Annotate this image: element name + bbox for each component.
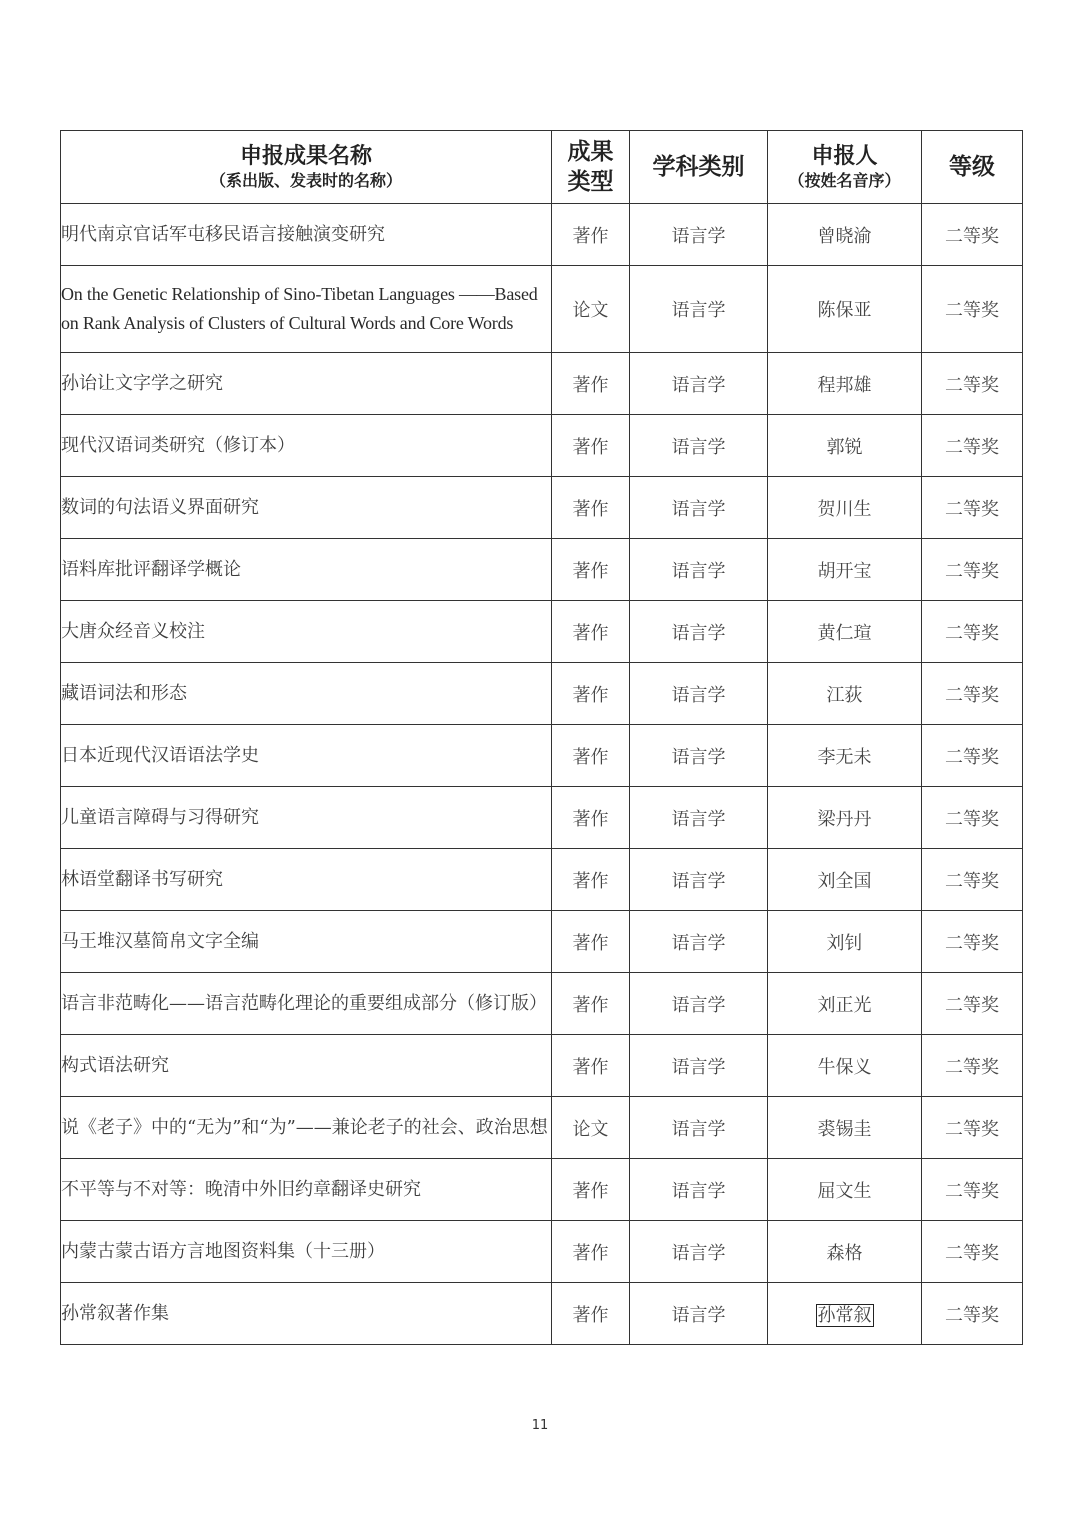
cell-level: 二等奖 <box>922 849 1023 911</box>
cell-applicant: 屈文生 <box>768 1159 922 1221</box>
cell-discipline: 语言学 <box>630 911 768 973</box>
cell-type: 著作 <box>552 415 630 477</box>
header-discipline-label: 学科类别 <box>652 153 745 180</box>
cell-type: 著作 <box>552 353 630 415</box>
cell-type: 著作 <box>552 1221 630 1283</box>
cell-title: 内蒙古蒙古语方言地图资料集（十三册） <box>61 1221 552 1283</box>
table-header-row <box>61 131 1023 204</box>
table-row <box>61 787 1023 849</box>
cell-level: 二等奖 <box>922 1221 1023 1283</box>
cell-discipline: 语言学 <box>630 787 768 849</box>
header-discipline <box>630 131 768 204</box>
table-row <box>61 663 1023 725</box>
cell-type: 著作 <box>552 539 630 601</box>
cell-discipline: 语言学 <box>630 353 768 415</box>
cell-type: 著作 <box>552 601 630 663</box>
cell-discipline: 语言学 <box>630 849 768 911</box>
table-row <box>61 1097 1023 1159</box>
header-title-main: 申报成果名称 <box>239 143 372 169</box>
header-type-line1: 成果 <box>567 138 614 165</box>
cell-title: 马王堆汉墓简帛文字全编 <box>61 911 552 973</box>
cell-type: 著作 <box>552 911 630 973</box>
cell-type: 著作 <box>552 477 630 539</box>
cell-title: 大唐众经音义校注 <box>61 601 552 663</box>
cell-title: 明代南京官话军屯移民语言接触演变研究 <box>61 204 552 266</box>
header-type <box>552 131 630 204</box>
cell-level: 二等奖 <box>922 911 1023 973</box>
cell-level: 二等奖 <box>922 787 1023 849</box>
cell-type: 论文 <box>552 266 630 353</box>
cell-title: On the Genetic Relationship of Sino-Tibetan Languages ——Based on Rank Analysis of Clusters of Cultural Words and Core Words <box>61 266 552 353</box>
cell-applicant: 贺川生 <box>768 477 922 539</box>
cell-level: 二等奖 <box>922 601 1023 663</box>
cell-discipline: 语言学 <box>630 266 768 353</box>
cell-level: 二等奖 <box>922 1159 1023 1221</box>
boxed-applicant-name: 孙常叙 <box>817 1304 872 1326</box>
table-row <box>61 849 1023 911</box>
cell-applicant: 郭锐 <box>768 415 922 477</box>
cell-applicant: 李无未 <box>768 725 922 787</box>
cell-type: 著作 <box>552 725 630 787</box>
table-row <box>61 911 1023 973</box>
cell-discipline: 语言学 <box>630 1035 768 1097</box>
cell-title: 说《老子》中的“无为”和“为”——兼论老子的社会、政治思想 <box>61 1097 552 1159</box>
cell-applicant: 刘正光 <box>768 973 922 1035</box>
cell-level: 二等奖 <box>922 1035 1023 1097</box>
cell-applicant: 刘钊 <box>768 911 922 973</box>
header-title-sub: （系出版、发表时的名称） <box>209 171 402 190</box>
cell-type: 著作 <box>552 663 630 725</box>
cell-level: 二等奖 <box>922 1283 1023 1345</box>
cell-type: 著作 <box>552 787 630 849</box>
cell-discipline: 语言学 <box>630 539 768 601</box>
header-applicant <box>768 131 922 204</box>
header-type-line2: 类型 <box>567 168 614 195</box>
cell-title: 语料库批评翻译学概论 <box>61 539 552 601</box>
cell-discipline: 语言学 <box>630 1159 768 1221</box>
cell-level: 二等奖 <box>922 204 1023 266</box>
cell-discipline: 语言学 <box>630 1097 768 1159</box>
cell-applicant: 胡开宝 <box>768 539 922 601</box>
cell-level: 二等奖 <box>922 266 1023 353</box>
table-row <box>61 477 1023 539</box>
cell-type: 著作 <box>552 973 630 1035</box>
table-row <box>61 973 1023 1035</box>
cell-discipline: 语言学 <box>630 204 768 266</box>
cell-title: 现代汉语词类研究（修订本） <box>61 415 552 477</box>
header-title <box>61 131 552 204</box>
cell-applicant: 程邦雄 <box>768 353 922 415</box>
cell-title: 数词的句法语义界面研究 <box>61 477 552 539</box>
table-row <box>61 1283 1023 1345</box>
cell-applicant: 牛保义 <box>768 1035 922 1097</box>
cell-level: 二等奖 <box>922 539 1023 601</box>
cell-applicant: 森格 <box>768 1221 922 1283</box>
cell-title: 日本近现代汉语语法学史 <box>61 725 552 787</box>
cell-discipline: 语言学 <box>630 1221 768 1283</box>
page-number: 11 <box>531 1418 549 1433</box>
cell-title: 构式语法研究 <box>61 1035 552 1097</box>
cell-level: 二等奖 <box>922 477 1023 539</box>
header-level <box>922 131 1023 204</box>
cell-level: 二等奖 <box>922 663 1023 725</box>
header-applicant-main: 申报人 <box>811 143 878 169</box>
cell-type: 著作 <box>552 1159 630 1221</box>
cell-title: 孙常叙著作集 <box>61 1283 552 1345</box>
cell-type: 著作 <box>552 1283 630 1345</box>
cell-discipline: 语言学 <box>630 973 768 1035</box>
table-row <box>61 539 1023 601</box>
cell-title: 语言非范畴化——语言范畴化理论的重要组成部分（修订版） <box>61 973 552 1035</box>
cell-discipline: 语言学 <box>630 663 768 725</box>
cell-level: 二等奖 <box>922 353 1023 415</box>
table-row <box>61 415 1023 477</box>
cell-applicant: 曾晓渝 <box>768 204 922 266</box>
table-row <box>61 1221 1023 1283</box>
table-row <box>61 725 1023 787</box>
cell-title: 林语堂翻译书写研究 <box>61 849 552 911</box>
cell-type: 著作 <box>552 1035 630 1097</box>
cell-title: 藏语词法和形态 <box>61 663 552 725</box>
cell-title: 孙诒让文字学之研究 <box>61 353 552 415</box>
table-row <box>61 266 1023 353</box>
cell-applicant: 刘全国 <box>768 849 922 911</box>
cell-discipline: 语言学 <box>630 601 768 663</box>
cell-discipline: 语言学 <box>630 477 768 539</box>
cell-type: 著作 <box>552 204 630 266</box>
cell-level: 二等奖 <box>922 725 1023 787</box>
cell-type: 著作 <box>552 849 630 911</box>
cell-level: 二等奖 <box>922 415 1023 477</box>
cell-applicant <box>768 1283 922 1345</box>
cell-applicant: 梁丹丹 <box>768 787 922 849</box>
cell-type: 论文 <box>552 1097 630 1159</box>
cell-discipline: 语言学 <box>630 415 768 477</box>
cell-title: 儿童语言障碍与习得研究 <box>61 787 552 849</box>
header-applicant-sub: （按姓名音序） <box>788 171 901 190</box>
cell-discipline: 语言学 <box>630 725 768 787</box>
cell-discipline: 语言学 <box>630 1283 768 1345</box>
cell-applicant: 黄仁瑄 <box>768 601 922 663</box>
table-row <box>61 204 1023 266</box>
awards-table <box>60 130 1023 1345</box>
table-row <box>61 1035 1023 1097</box>
cell-level: 二等奖 <box>922 1097 1023 1159</box>
table-row <box>61 601 1023 663</box>
cell-applicant: 陈保亚 <box>768 266 922 353</box>
table-row <box>61 1159 1023 1221</box>
cell-applicant: 裘锡圭 <box>768 1097 922 1159</box>
table-row <box>61 353 1023 415</box>
cell-title: 不平等与不对等：晚清中外旧约章翻译史研究 <box>61 1159 552 1221</box>
cell-applicant: 江荻 <box>768 663 922 725</box>
header-level-label: 等级 <box>949 153 995 180</box>
cell-level: 二等奖 <box>922 973 1023 1035</box>
